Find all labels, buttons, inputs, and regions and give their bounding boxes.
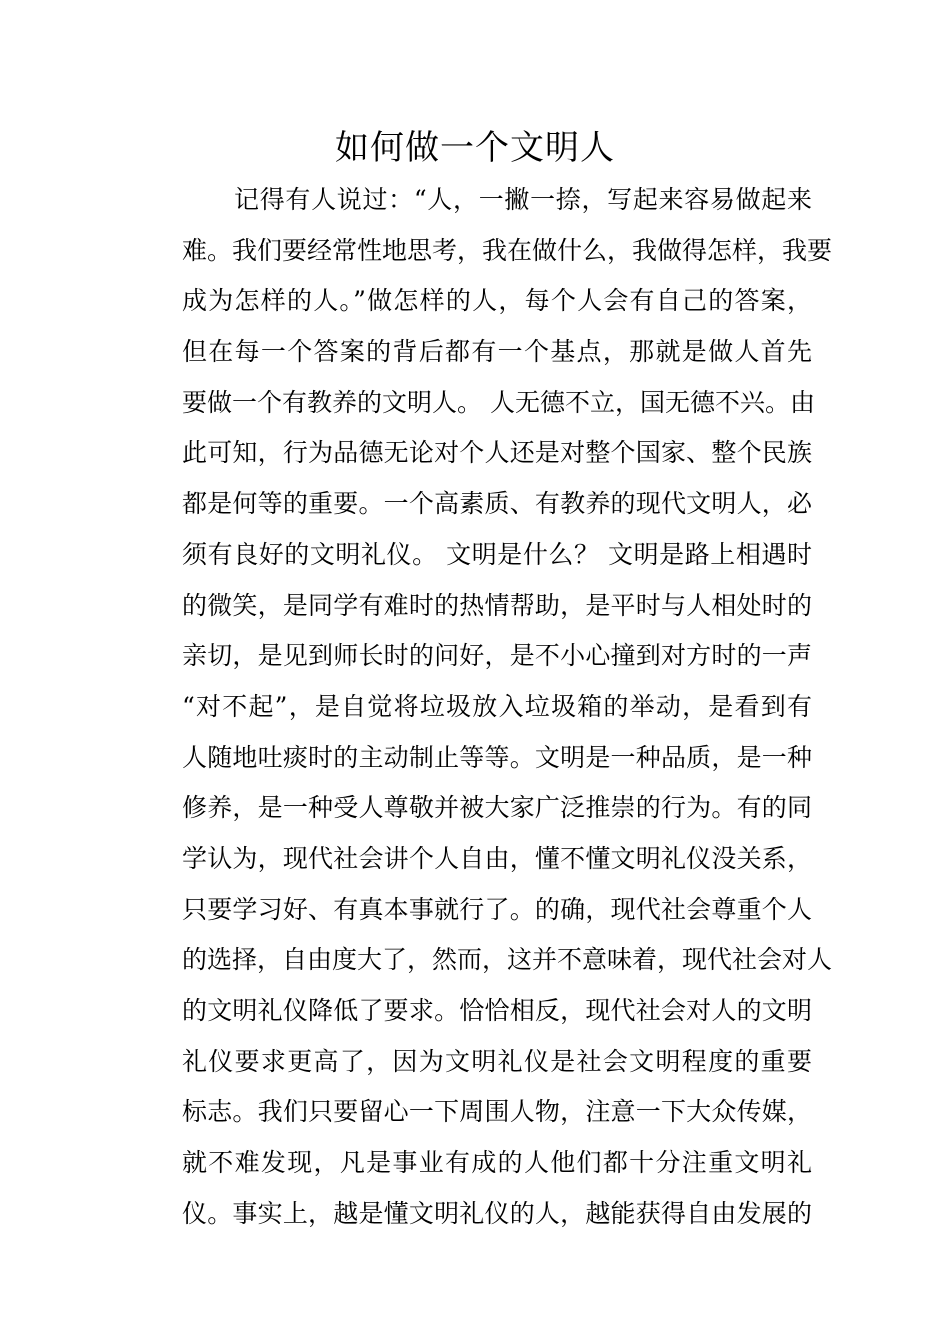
- paragraph-line: 的微笑，是同学有难时的热情帮助，是平时与人相处时的: [182, 590, 812, 620]
- paragraph-line: 礼仪要求更高了，因为文明礼仪是社会文明程度的重要: [182, 1046, 812, 1076]
- paragraph-line: 但在每一个答案的背后都有一个基点，那就是做人首先: [182, 337, 812, 367]
- paragraph-line: 都是何等的重要。一个高素质、有教养的现代文明人，必: [182, 489, 812, 519]
- paragraph-line: 此可知，行为品德无论对个人还是对整个国家、整个民族: [182, 438, 812, 468]
- paragraph-line: 记得有人说过：“人，一撇一捺，写起来容易做起来: [234, 185, 812, 214]
- paragraph-line: 难。我们要经常性地思考，我在做什么，我做得怎样，我要: [182, 235, 833, 265]
- document-body: [182, 175, 833, 1239]
- paragraph-line: 学认为，现代社会讲个人自由，懂不懂文明礼仪没关系，: [182, 843, 812, 873]
- paragraph-line: 修养，是一种受人尊敬并被大家广泛推崇的行为。有的同: [182, 793, 812, 823]
- paragraph-line: “对不起”，是自觉将垃圾放入垃圾箱的举动，是看到有: [182, 691, 812, 721]
- paragraph-line: 的选择，自由度大了，然而，这并不意味着，现代社会对人: [182, 945, 833, 975]
- paragraph-line: 成为怎样的人。”做怎样的人，每个人会有自己的答案，: [182, 286, 812, 316]
- document-title: 如何做一个文明人: [335, 128, 615, 168]
- paragraph-line: 只要学习好、有真本事就行了。的确，现代社会尊重个人: [182, 894, 812, 924]
- paragraph-line: 要做一个有教养的文明人。 人无德不立，国无德不兴。由: [182, 387, 815, 417]
- paragraph-line: 人随地吐痰时的主动制止等等。文明是一种品质，是一种: [182, 742, 812, 772]
- paragraph-line: 标志。我们只要留心一下周围人物，注意一下大众传媒，: [182, 1097, 812, 1127]
- paragraph-line: 就不难发现，凡是事业有成的人他们都十分注重文明礼: [182, 1148, 812, 1178]
- paragraph-line: 须有良好的文明礼仪。 文明是什么？ 文明是路上相遇时: [182, 539, 812, 569]
- paragraph-line: 的文明礼仪降低了要求。恰恰相反，现代社会对人的文明: [182, 996, 812, 1025]
- paragraph-line: 亲切，是见到师长时的问好，是不小心撞到对方时的一声: [182, 641, 812, 671]
- paragraph-line: 仪。事实上，越是懂文明礼仪的人，越能获得自由发展的: [182, 1198, 812, 1228]
